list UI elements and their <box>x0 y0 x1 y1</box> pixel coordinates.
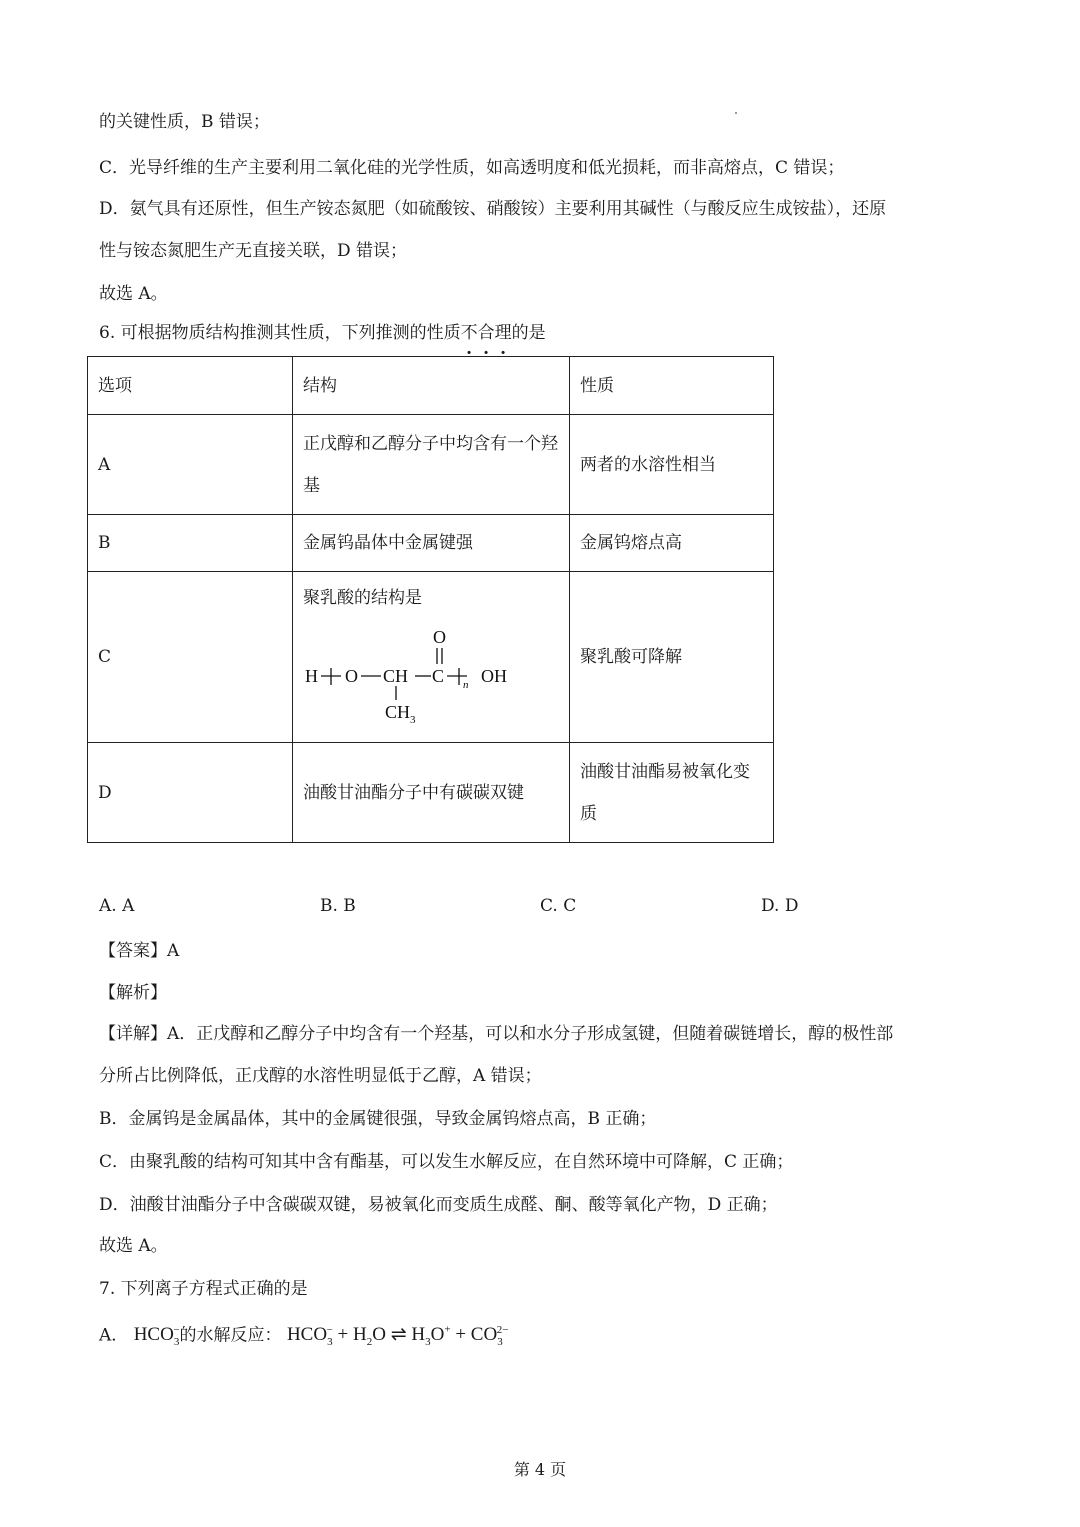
row-property: 油酸甘油酯易被氧化变质 <box>570 743 774 843</box>
detail-line-4: C．由聚乳酸的结构可知其中含有酯基，可以发生水解反应，在自然环境中可降解，C 正确； <box>99 1152 794 1172</box>
polylactic-acid-structure <box>301 624 541 724</box>
row-option: C <box>88 572 293 743</box>
row-option: A <box>88 415 293 515</box>
header-option: 选项 <box>88 357 293 415</box>
choice-a: A. A <box>99 896 135 916</box>
row-property: 金属钨熔点高 <box>570 515 774 572</box>
question-6-table <box>87 356 774 843</box>
emphasis-char: 理 <box>494 323 512 343</box>
question-7-option-a <box>99 1318 508 1354</box>
choice-b: B. B <box>320 896 356 916</box>
formula-oh: OH <box>481 666 507 686</box>
question-6-stem <box>99 321 546 345</box>
detail-line-1: 【详解】A．正戊醇和乙醇分子中均含有一个羟基，可以和水分子形成氢键，但随着碳链增长，醇的极性部 <box>99 1024 894 1044</box>
row-option: D <box>88 743 293 843</box>
structure-caption: 聚乳酸的结构是 <box>303 588 422 608</box>
stem-prefix: 6. 可根据物质结构推测其性质，下列推测的性质 <box>99 323 461 343</box>
stem-suffix: 的是 <box>511 323 546 343</box>
bicarbonate-ion: $HCO_3^-$ <box>133 1324 180 1349</box>
row-structure: 金属钨晶体中金属键强 <box>293 515 570 572</box>
table-header-row <box>88 357 774 415</box>
conclusion-line: 故选 A。 <box>99 1236 168 1256</box>
text-line-3: D．氨气具有还原性，但生产铵态氮肥（如硫酸铵、硝酸铵）主要利用其碱性（与酸反应生成铵盐），还原 <box>99 199 887 219</box>
row-property: 聚乳酸可降解 <box>570 572 774 743</box>
question-7-stem: 7. 下列离子方程式正确的是 <box>99 1279 308 1299</box>
emphasis-char: 不 <box>460 323 478 343</box>
choice-d: D. D <box>761 896 799 916</box>
table-row <box>88 572 774 743</box>
hydrolysis-equation: $HCO_3^- + H_2O$ ⇌ $H_3O^+ + CO_3^{2-}$ <box>286 1324 509 1349</box>
table-row <box>88 743 774 843</box>
emphasis-char: 合 <box>477 323 495 343</box>
text-line-4: 性与铵态氮肥生产无直接关联，D 错误； <box>99 241 408 261</box>
header-property: 性质 <box>570 357 774 415</box>
option-a-prefix: A． <box>99 1325 129 1346</box>
answer-line: 【答案】A <box>99 941 180 961</box>
formula-carbonyl-o: O <box>433 627 446 647</box>
formula-ch3: $CH_3$ <box>385 702 416 724</box>
equilibrium-arrow-icon: ⇌ <box>390 1324 407 1346</box>
formula-n: n <box>463 679 469 691</box>
analysis-heading: 【解析】 <box>99 983 167 1003</box>
header-structure: 结构 <box>293 357 570 415</box>
formula-ester-o: O <box>345 666 358 686</box>
table-row <box>88 415 774 515</box>
formula-h: H <box>305 666 318 686</box>
table-row <box>88 515 774 572</box>
row-structure: 油酸甘油酯分子中有碳碳双键 <box>293 743 570 843</box>
detail-line-2: 分所占比例降低，正戊醇的水溶性明显低于乙醇，A 错误； <box>99 1066 542 1086</box>
text-line-1: 的关键性质，B 错误； <box>99 112 270 132</box>
row-property: 两者的水溶性相当 <box>570 415 774 515</box>
row-option: B <box>88 515 293 572</box>
row-structure <box>293 572 570 743</box>
choice-c: C. C <box>540 896 577 916</box>
formula-ch: CH <box>383 666 409 686</box>
page-number: 第 4 页 <box>513 1460 567 1479</box>
formula-carbonyl-c: C <box>432 666 445 686</box>
detail-line-5: D．油酸甘油酯分子中含碳碳双键，易被氧化而变质生成醛、酮、酸等氧化产物，D 正确； <box>99 1195 778 1215</box>
scan-dot <box>735 112 737 114</box>
detail-line-3: B．金属钨是金属晶体，其中的金属键很强，导致金属钨熔点高，B 正确； <box>99 1109 657 1129</box>
text-line-5: 故选 A。 <box>99 284 168 304</box>
text-line-2: C．光导纤维的生产主要利用二氧化硅的光学性质，如高透明度和低光损耗，而非高熔点，C 错误； <box>99 158 845 178</box>
option-a-text: 的水解反应： <box>179 1325 282 1346</box>
row-structure: 正戊醇和乙醇分子中均含有一个羟基 <box>293 415 570 515</box>
